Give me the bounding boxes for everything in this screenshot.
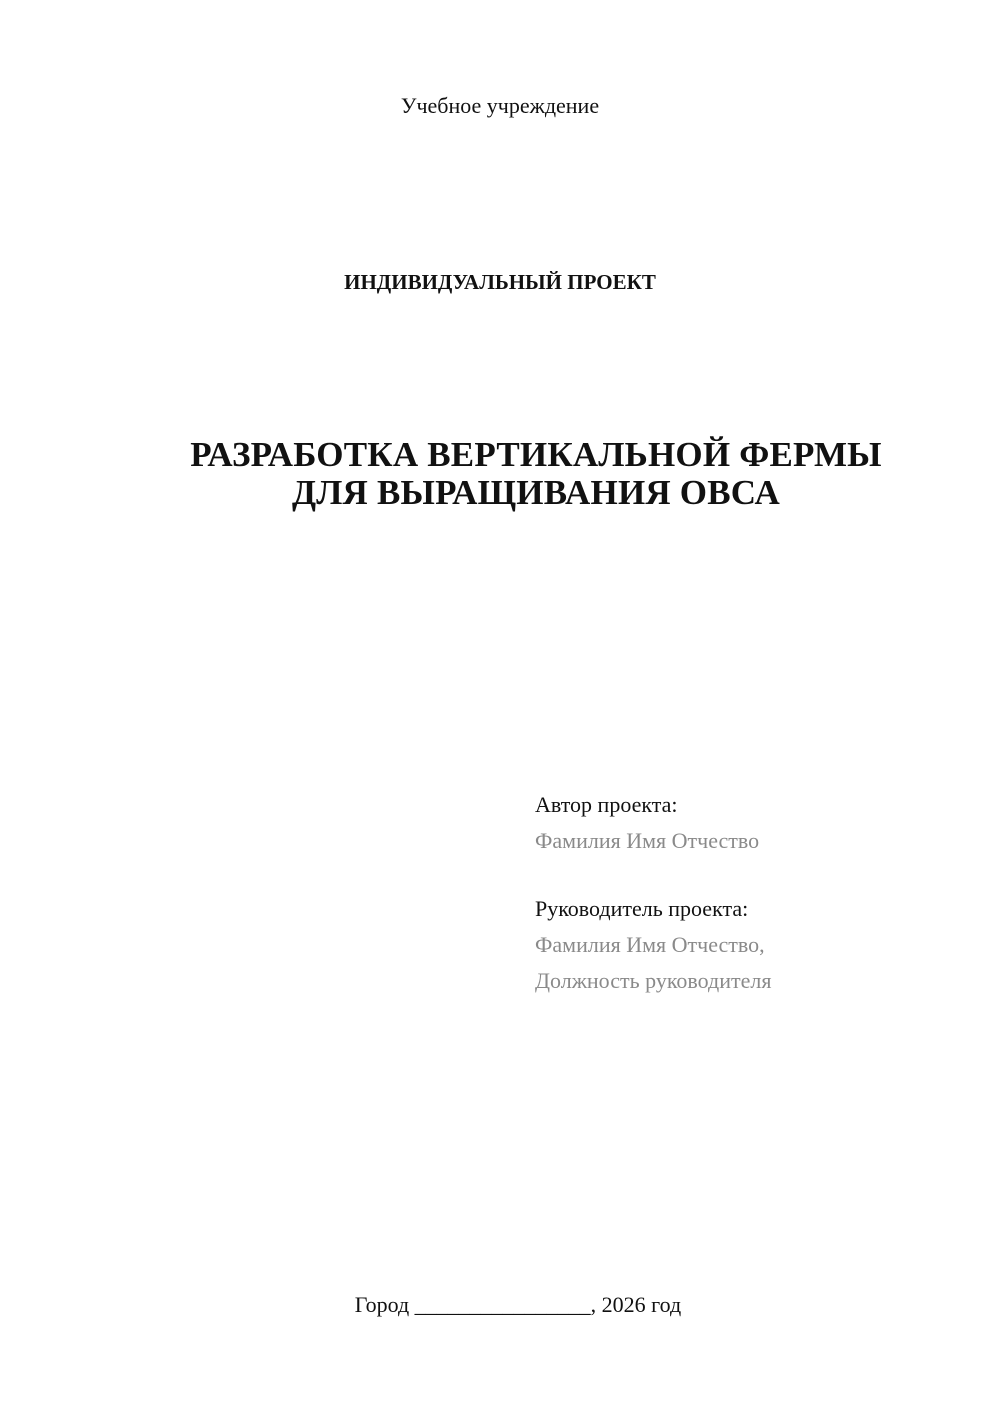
- city-year-footer: Город ________________, 2026 год: [354, 1292, 682, 1317]
- supervisor-label: Руководитель проекта:: [535, 896, 749, 921]
- credits-spacer: [535, 859, 975, 891]
- author-label: Автор проекта:: [535, 792, 678, 817]
- project-title: [110, 436, 962, 512]
- credits-block: [535, 787, 975, 999]
- project-title-line-1: РАЗРАБОТКА ВЕРТИКАЛЬНОЙ ФЕРМЫ: [190, 435, 882, 474]
- supervisor-position: Должность руководителя: [535, 968, 772, 993]
- supervisor-name: Фамилия Имя Отчество,: [535, 932, 765, 957]
- author-name: Фамилия Имя Отчество: [535, 828, 760, 853]
- project-type-heading: ИНДИВИДУАЛЬНЫЙ ПРОЕКТ: [344, 270, 656, 294]
- institution-name: Учебное учреждение: [400, 93, 600, 118]
- project-title-line-2: ДЛЯ ВЫРАЩИВАНИЯ ОВСА: [291, 473, 780, 512]
